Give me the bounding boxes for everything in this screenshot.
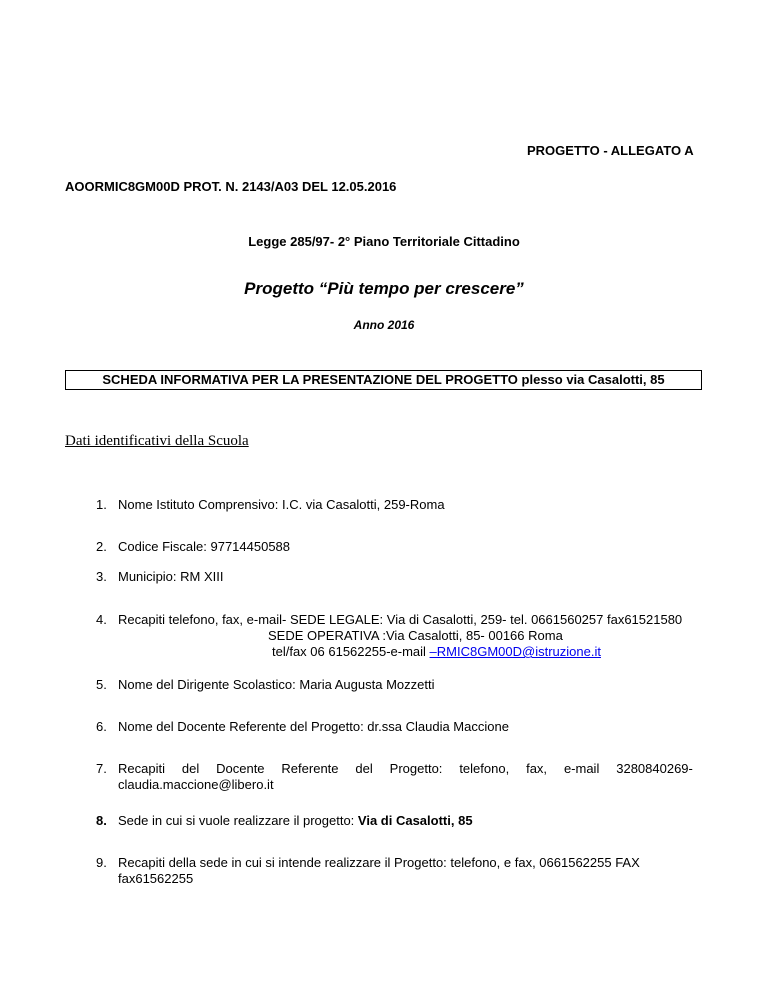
info-box	[65, 370, 702, 390]
item-7-word: del	[181, 761, 200, 776]
item-7-word: e-mail	[563, 761, 600, 776]
project-title: Progetto “Più tempo per crescere”	[244, 279, 524, 298]
protocol-number: AOORMIC8GM00D PROT. N. 2143/A03 DEL 12.05.2016	[65, 179, 397, 194]
item-7-word: fax,	[526, 761, 548, 776]
item-text-4-line2: SEDE OPERATIVA :Via Casalotti, 85- 00166 Roma	[268, 628, 563, 643]
item-number-8: 8.	[96, 813, 107, 828]
item-7-word: 3280840269-	[616, 761, 693, 776]
item-7-word: Recapiti	[118, 761, 165, 776]
item-text-3: Municipio: RM XIII	[118, 569, 224, 584]
item-7-word: Docente	[216, 761, 265, 776]
info-box-location: plesso via Casalotti, 85	[517, 372, 665, 387]
item-text-9-line2: fax61562255	[118, 871, 194, 886]
item-text-2: Codice Fiscale: 97714450588	[118, 539, 291, 554]
item-number-9: 9.	[96, 855, 107, 870]
item-8-location: Via di Casalotti, 85	[357, 813, 473, 828]
item-text-9-line1: Recapiti della sede in cui si intende realizzare il Progetto: telefono, e fax, 0661562255 FAX	[118, 855, 640, 870]
item-number-3: 3.	[96, 569, 107, 584]
item-number-4: 4.	[96, 612, 107, 627]
item-8-prefix: Sede in cui si vuole realizzare il progetto:	[118, 813, 358, 828]
contact-prefix: tel/fax 06 61562255-e-mail	[272, 644, 430, 659]
item-7-word: Progetto:	[389, 761, 443, 776]
item-text-4-line1: Recapiti telefono, fax, e-mail- SEDE LEGALE: Via di Casalotti, 259- tel. 0661560257 fax61521580	[118, 612, 683, 627]
item-text-1: Nome Istituto Comprensivo: I.C. via Casalotti, 259-Roma	[118, 497, 445, 512]
item-7-word: Referente	[281, 761, 339, 776]
item-text-8	[118, 813, 473, 829]
item-text-7-line1	[118, 761, 693, 777]
item-text-7-line2: claudia.maccione@libero.it	[118, 777, 274, 792]
item-number-5: 5.	[96, 677, 107, 692]
item-text-4-line3	[272, 644, 601, 660]
item-number-7: 7.	[96, 761, 107, 776]
item-text-5: Nome del Dirigente Scolastico: Maria Augusta Mozzetti	[118, 677, 435, 692]
law-reference: Legge 285/97- 2° Piano Territoriale Cittadino	[248, 234, 520, 249]
project-year: Anno 2016	[353, 318, 415, 332]
item-number-2: 2.	[96, 539, 107, 554]
email-link[interactable]: –RMIC8GM00D@istruzione.it	[429, 644, 601, 659]
section-heading: Dati identificativi della Scuola	[65, 433, 249, 449]
item-7-word: del	[355, 761, 373, 776]
item-7-word: telefono,	[459, 761, 510, 776]
item-number-6: 6.	[96, 719, 107, 734]
item-text-6: Nome del Docente Referente del Progetto: dr.ssa Claudia Maccione	[118, 719, 509, 734]
item-number-1: 1.	[96, 497, 107, 512]
info-box-title: SCHEDA INFORMATIVA PER LA PRESENTAZIONE DEL PROGETTO	[102, 372, 518, 387]
attachment-label: PROGETTO - ALLEGATO A	[527, 143, 694, 158]
